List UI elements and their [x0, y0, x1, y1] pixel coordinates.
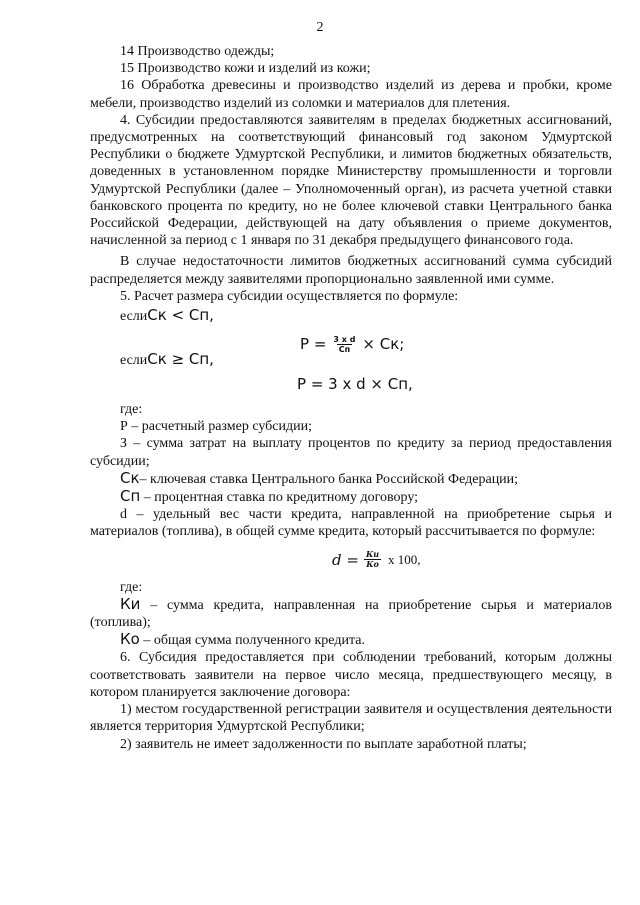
paragraph-5: 5. Расчет размера субсидии осуществляется по формуле: [120, 288, 459, 304]
formula-3 [332, 541, 612, 579]
formula-2-text: Р = 3 х d × Сп, [297, 375, 413, 394]
cp-symbol: Сп [120, 487, 141, 506]
ko-text: – общая сумма полученного кредита. [139, 633, 365, 649]
condition-1-prefix: если [120, 309, 148, 325]
formula-3-rhs: x 100, [388, 551, 421, 567]
definition-d: d – удельный вес части кредита, направленной на приобретение сырья и материалов (топлива), в общей сумме кредита, который рассчитывается по формуле: [90, 507, 612, 540]
formula-1-lhs: Р = [300, 335, 327, 354]
cp-text: – процентная ставка по кредитному договору; [140, 490, 419, 506]
formula-1-fraction [331, 335, 357, 354]
paragraph-4-insufficiency: В случае недостаточности лимитов бюджетных ассигнований сумма субсидий распределяется между заявителями пропорционально заявленной ими сумме. [90, 254, 612, 287]
definition-ki [90, 596, 612, 631]
formula-1-rhs: × Ск; [362, 335, 405, 354]
condition-2-prefix: если [120, 353, 148, 369]
definition-z: З – сумма затрат на выплату процентов по кредиту за период предоставления субсидии; [90, 436, 612, 469]
where-label-1: где: [120, 402, 143, 418]
formula-3-numerator: Ки [365, 549, 380, 560]
requirement-2: 2) заявитель не имеет задолженности по выплате заработной платы; [120, 736, 527, 752]
item-16: 16 Обработка древесины и производство изделий из дерева и пробки, кроме мебели, производство изделий из соломки и материалов для плетения. [90, 78, 612, 111]
definition-cp [90, 488, 612, 506]
item-14: 14 Производство одежды; [120, 44, 275, 59]
paragraph-6: 6. Субсидия предоставляется при соблюдении требований, которым должны соответствовать заявители на первое число месяца, предшествующего месяцу, в котором планируется заключение договора: [90, 650, 612, 700]
formula-1-denominator: Сп [338, 344, 351, 354]
formula-3-lhs: d = [332, 550, 359, 569]
formula-2 [297, 369, 612, 399]
ki-symbol: Ки [120, 594, 141, 613]
ko-symbol: Ко [120, 630, 140, 649]
formula-3-denominator: Ко [366, 559, 379, 570]
requirement-1: 1) местом государственной регистрации заявителя и осуществления деятельности является территория Удмуртской Республики; [90, 702, 612, 735]
condition-2-expression: Ск ≥ Сп, [147, 350, 214, 369]
definition-ko [90, 631, 612, 649]
condition-2 [90, 351, 612, 369]
ck-symbol: Ск [120, 468, 140, 487]
ki-text: – сумма кредита, направленная на приобретение сырья и материалов (топлива); [90, 597, 612, 631]
definition-ck [90, 470, 612, 488]
page-number: 2 [316, 20, 324, 35]
formula-3-fraction [364, 550, 381, 569]
where-label-2: где: [120, 579, 143, 595]
ck-text: – ключевая ставка Центрального банка Российской Федерации; [139, 471, 519, 487]
condition-1 [90, 307, 612, 325]
condition-1-expression: Ск < Сп, [147, 306, 214, 325]
formula-1-numerator: 3 x d [333, 334, 356, 344]
document-body [90, 43, 612, 753]
item-15: 15 Производство кожи и изделий из кожи; [120, 61, 371, 77]
paragraph-4: 4. Субсидии предоставляются заявителям в пределах бюджетных ассигнований, предусмотренных на соответствующий финансовый год законом Удмуртской Республики о бюджете Удмуртской Республики, и лимитов бюджетных обязательств, доведенных в установленном порядке Министерству промышленности и торговли Удмуртской Республики (далее – Уполномоченный орган), из расчета учетной ставки банковского процента по кредиту, но не более ключевой ставки Центрального банка Российской Федерации, действующей на дату объявления о приеме документов, начисленной за период с 1 января по 31 декабря предыдущего финансового года. [90, 112, 612, 249]
definition-r: Р – расчетный размер субсидии; [120, 419, 312, 435]
